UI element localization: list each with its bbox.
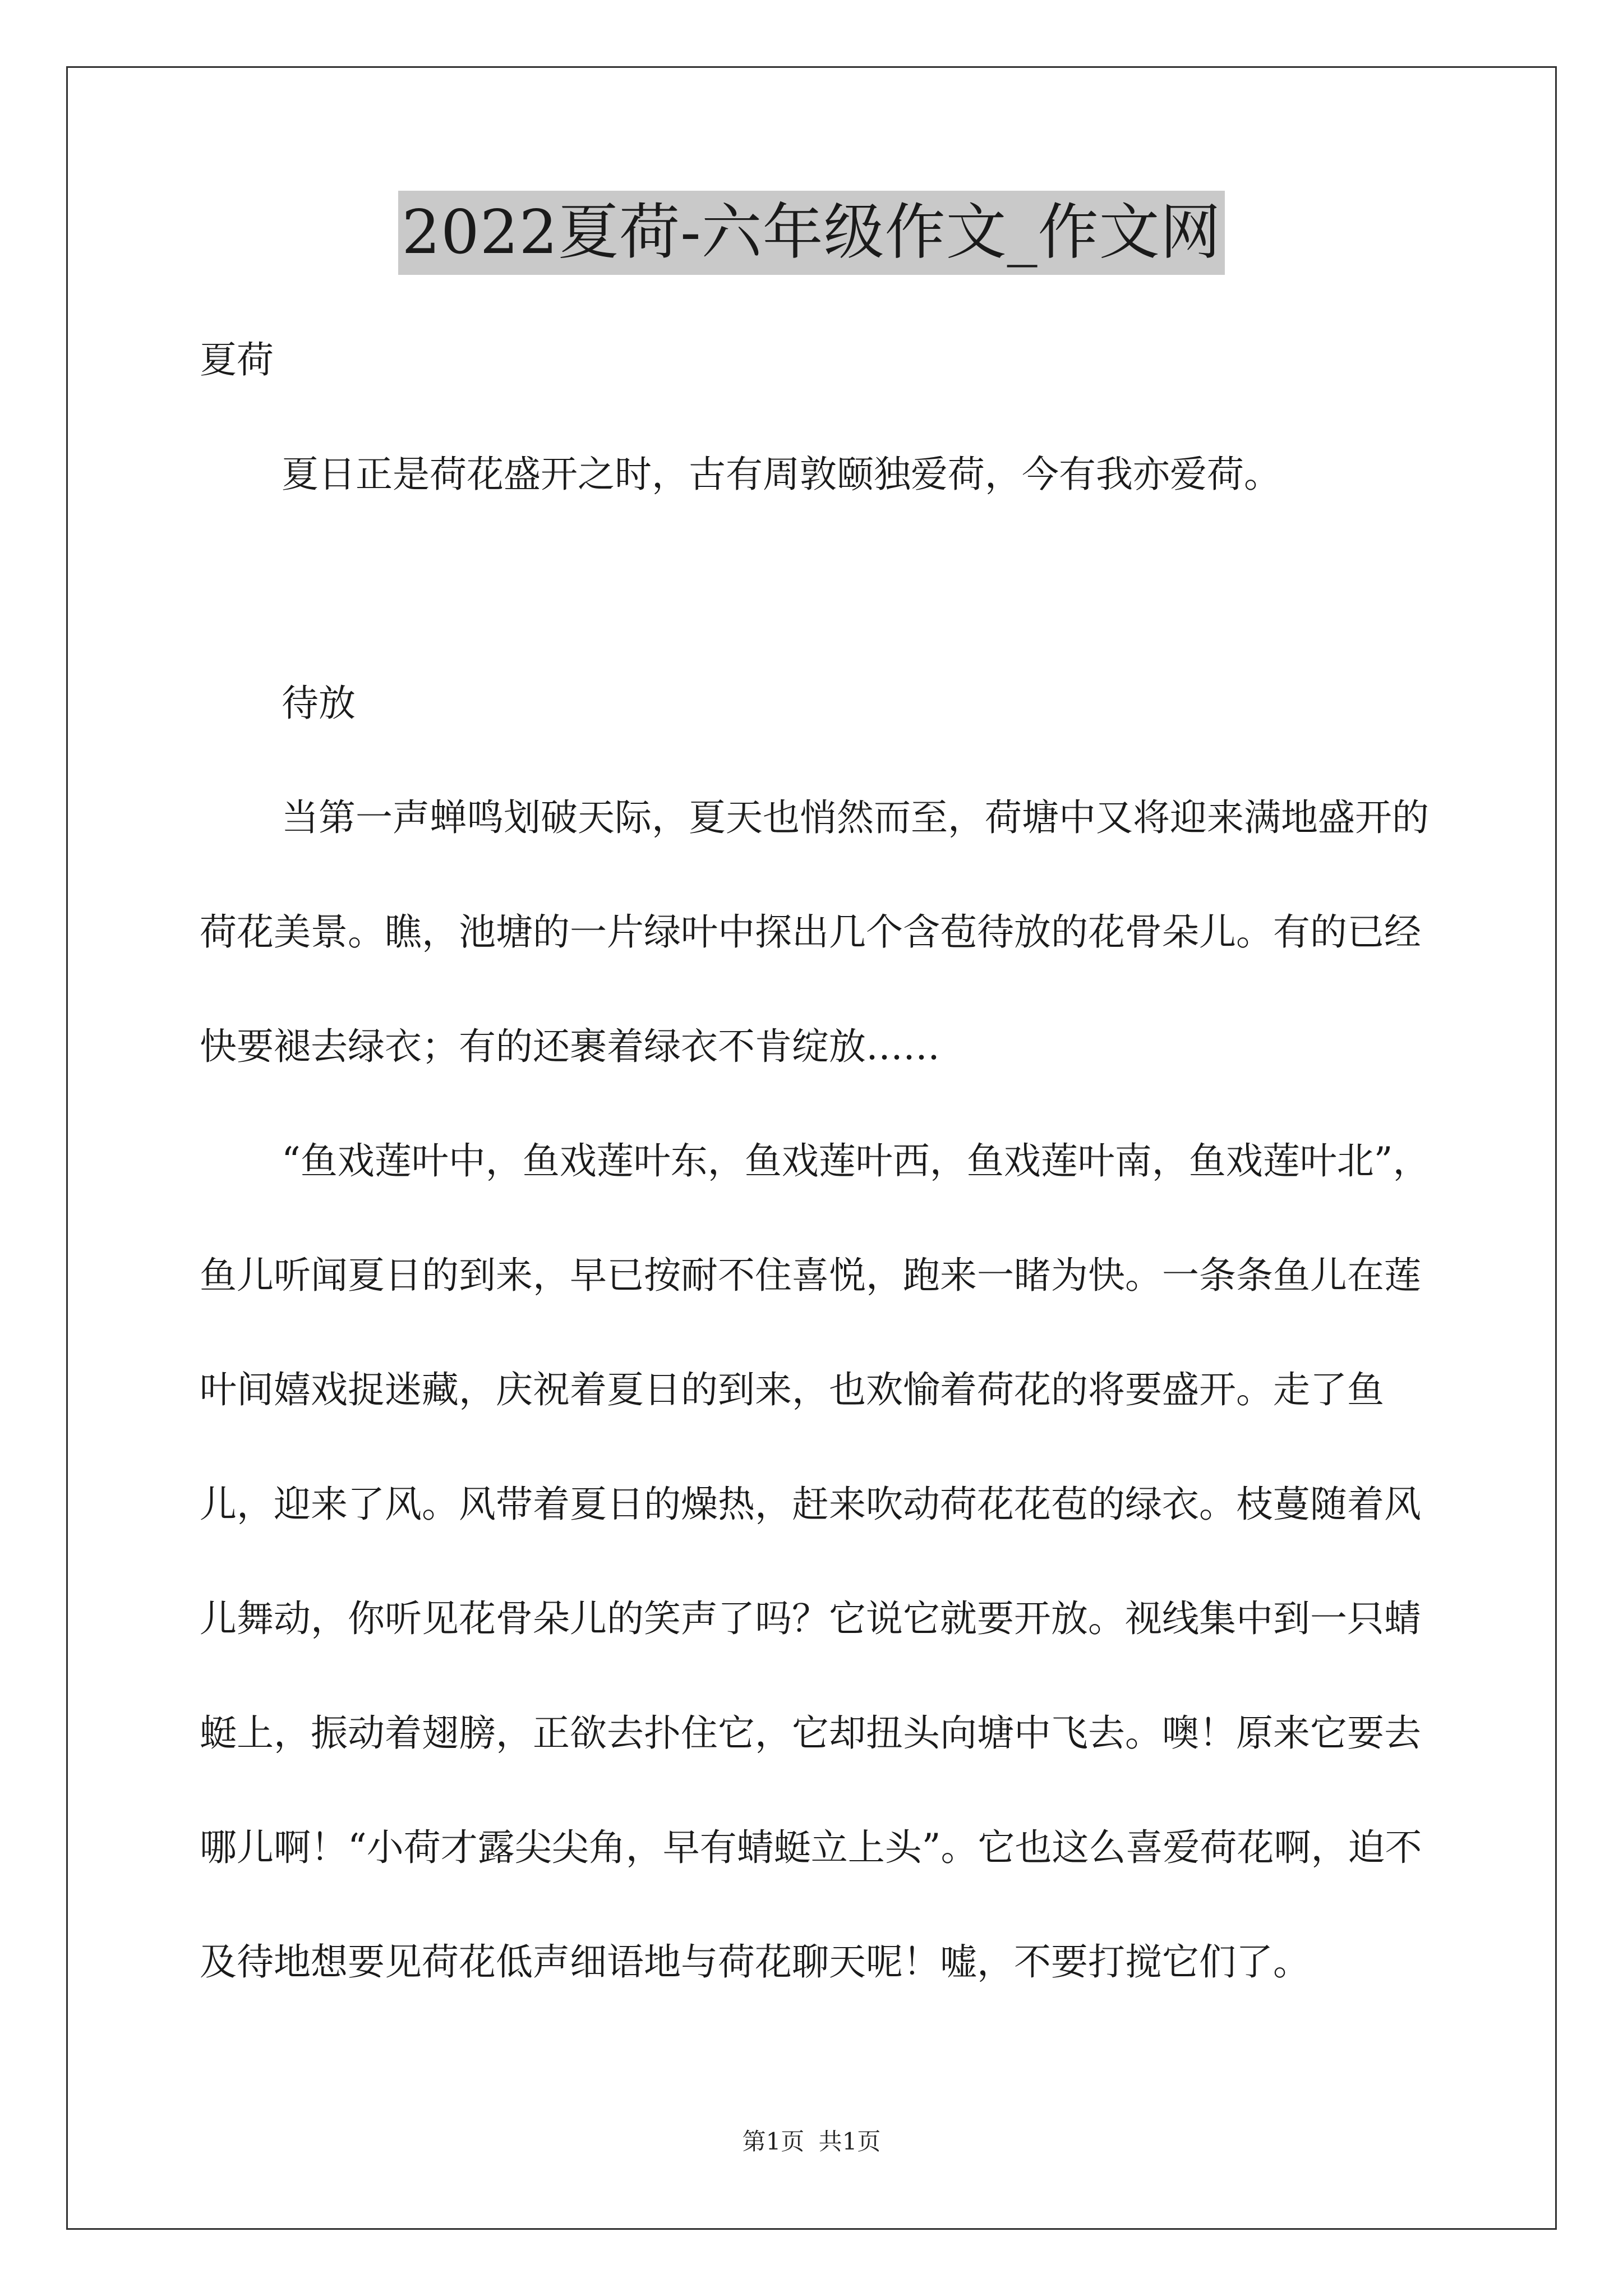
paragraph-1: 当第一声蝉鸣划破天际，夏天也悄然而至，荷塘中又将迎来满地盛开的荷花美景。瞧，池塘的一片绿叶中探出几个含苞待放的花骨朵儿。有的已经快要褪去绿衣；有的还裹着绿衣不肯绽放…… [200,796,1429,1068]
article-heading: 夏荷 [200,338,274,381]
document-title: 2022夏荷-六年级作文_作文网 [398,191,1224,275]
page-footer [0,2123,1623,2157]
document-body [200,303,1433,2019]
page-number-current: 第1页 [742,2128,805,2155]
page-number-total: 共1页 [818,2128,881,2155]
intro-paragraph: 夏日正是荷花盛开之时，古有周敦颐独爱荷，今有我亦爱荷。 [282,453,1281,496]
title-container [0,191,1623,275]
section-title: 待放 [282,682,356,725]
paragraph-2: “鱼戏莲叶中，鱼戏莲叶东，鱼戏莲叶西，鱼戏莲叶南，鱼戏莲叶北”，鱼儿听闻夏日的到来，早已按耐不住喜悦，跑来一睹为快。一条条鱼儿在莲叶间嬉戏捉迷藏，庆祝着夏日的到来，也欢愉着荷花的将要盛开。走了鱼儿，迎来了风。风带着夏日的燥热，赶来吹动荷花花苞的绿衣。枝蔓随着风儿舞动，你听见花骨朵儿的笑声了吗？它说它就要开放。视线集中到一只蜻蜓上，振动着翅膀，正欲去扑住它，它却扭头向塘中飞去。噢！原来它要去哪儿啊！“小荷才露尖尖角，早有蜻蜓立上头”。它也这么喜爱荷花啊，迫不及待地想要见荷花低声细语地与荷花聊天呢！嘘，不要打搅它们了。 [200,1139,1430,1984]
